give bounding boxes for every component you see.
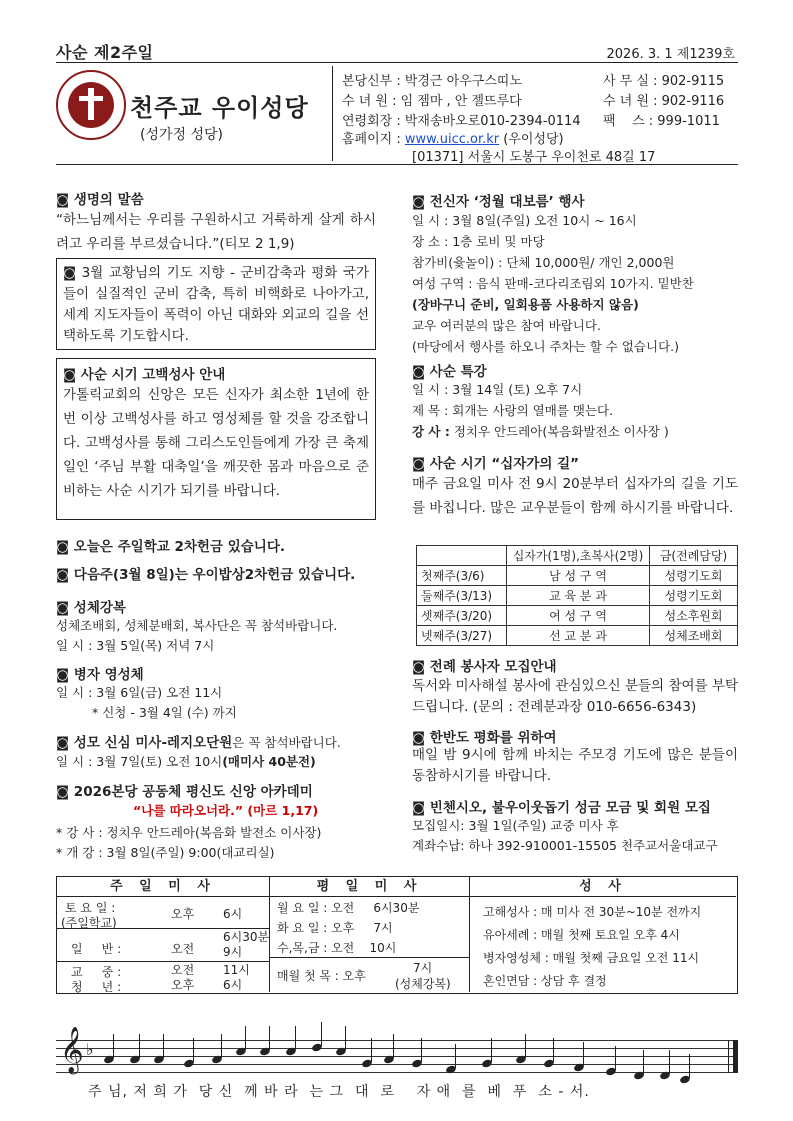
volunteer-text: 독서와 미사해설 봉사에 관심있으신 분들의 참여를 부탁드립니다. (문의 : 전례분과장 010-6656-6343) bbox=[412, 678, 738, 715]
mary-heading bbox=[56, 731, 341, 753]
sacrament-item: 혼인면담 : 상담 후 결정 bbox=[483, 974, 607, 988]
sunday-ampm: 오후 bbox=[171, 978, 195, 992]
note-stem bbox=[321, 1022, 322, 1046]
note-stem bbox=[393, 1034, 394, 1058]
note-stem bbox=[553, 1038, 554, 1062]
table-header-cell: 십자가(1명),초복사(2명) bbox=[507, 546, 650, 566]
sacrament-item: 고해성사 : 매 미사 전 30분~10분 전까지 bbox=[483, 905, 702, 919]
lecture-text-2: 일 시 : 3월 5일(목) 저녁 7시 bbox=[56, 638, 215, 653]
note-stem bbox=[643, 1050, 644, 1074]
academy-quote: “나를 따라오너라.” (마르 1,17) bbox=[133, 803, 319, 818]
table-cell: 선 교 분 과 bbox=[507, 626, 650, 646]
first-thursday-note: (성체강복) bbox=[395, 977, 451, 991]
sunday-ampm: 오후 bbox=[171, 907, 195, 921]
market-line-2: 장 소 : 1층 로비 및 마당 bbox=[412, 234, 545, 249]
word-text: “하느님께서는 우리를 구원하시고 거룩하게 살게 하시려고 우리를 부르셨습니다.”(티모 2 1,9) bbox=[56, 212, 376, 252]
note-stem bbox=[139, 1034, 140, 1058]
issue-number: 2026. 3. 1 제1239호 bbox=[606, 47, 735, 62]
market-line-1: 일 시 : 3월 8일(주일) 오전 10시 ~ 16시 bbox=[412, 213, 637, 228]
address: [01371] 서울시 도봉구 우이천로 48길 17 bbox=[412, 150, 656, 165]
market-line-3: 참가비(윷놀이) : 단체 10,000원/ 개인 2,000원 bbox=[412, 255, 675, 270]
table-cell: 성소후원회 bbox=[650, 606, 738, 626]
sunday-ampm: 오전 bbox=[171, 942, 195, 956]
lecture-text-1: 성체조배회, 성체분배회, 복사단은 꼭 참석바랍니다. bbox=[56, 618, 338, 633]
note-stem bbox=[193, 1038, 194, 1062]
sunday-row: 일 반 : bbox=[71, 942, 122, 956]
sunday-time: 6시 bbox=[223, 907, 243, 921]
note-stem bbox=[689, 1054, 690, 1078]
market-title: ◙ 전신자 ‘정월 대보름’ 행사 bbox=[412, 194, 585, 210]
table-cell: 남 성 구 역 bbox=[507, 566, 650, 586]
homepage-info bbox=[342, 128, 564, 147]
hymn-lyrics: 주 님, 저 희 가 당 신 께 바 라 는 그 대 로 자 애 를 베 푸 소 - 서. bbox=[88, 1084, 590, 1100]
special-line-2: 제 목 : 회개는 사랑의 열매를 맺는다. bbox=[412, 403, 614, 418]
sacrament-head: 성 사 bbox=[469, 877, 736, 897]
confession-box bbox=[56, 358, 376, 520]
church-subtitle: (성가정 성당) bbox=[140, 127, 223, 143]
sunday-row: 교 중 : bbox=[71, 965, 122, 979]
mary-text: 일 시 : 3월 7일(토) 오전 10시 bbox=[56, 754, 223, 769]
table-header-cell: 금(전례담당) bbox=[650, 546, 738, 566]
note-stem bbox=[491, 1038, 492, 1062]
sunday-row: 청 년 : bbox=[71, 980, 122, 994]
treble-clef-icon: 𝄞 bbox=[60, 1027, 84, 1073]
sunday-mass-head: 주 일 미 사 bbox=[57, 877, 269, 897]
table-cell: 셋째주(3/20) bbox=[417, 606, 507, 626]
table-cell: 교 육 분 과 bbox=[507, 586, 650, 606]
mary-title: ◙ 성모 신심 미사-레지오단원 bbox=[56, 735, 233, 751]
academy-lecturer: * 강 사 : 정치우 안드레아(복음화 발전소 이사장) bbox=[56, 825, 322, 840]
note-stem bbox=[421, 1038, 422, 1062]
weekday-row: 수,목,금 : 오전 10시 bbox=[277, 941, 397, 955]
table-row bbox=[417, 566, 738, 586]
table-header-cell bbox=[417, 546, 507, 566]
season-title: 사순 제2주일 bbox=[56, 43, 154, 62]
note-stem bbox=[221, 1034, 222, 1058]
table-row bbox=[417, 586, 738, 606]
header-bottom-rule bbox=[56, 164, 738, 165]
confession-text: 가톨릭교회의 신앙은 모든 신자가 최소한 1년에 한 번 이상 고백성사를 하고 영성체를 할 것을 강조합니다. 고백성사를 통해 그리스도인들에게 가장 큰 축제일인 ‘주님 부활 대축일’을 깨끗한 몸과 마음으로 준비하는 사순 시기가 되기를 바랍니다. bbox=[63, 387, 369, 499]
cross-text: 매주 금요일 미사 전 9시 20분부터 십자가의 길을 기도를 바칩니다. 많은 교우분들이 함께 하시기를 바랍니다. bbox=[412, 476, 738, 516]
peace-title: ◙ 한반도 평화를 위하여 bbox=[412, 730, 557, 746]
word-title: ◙ 생명의 말씀 bbox=[56, 192, 144, 208]
note-stem bbox=[583, 1042, 584, 1066]
market-lines bbox=[412, 210, 738, 357]
weekday-row: 화 요 일 : 오후 7시 bbox=[277, 921, 393, 935]
sunday-time: 11시 bbox=[223, 963, 250, 977]
homepage-name: (우이성당) bbox=[499, 132, 564, 147]
offering-notice-2: ◙ 다음주(3월 8일)는 우이밥상2차헌금 있습니다. bbox=[56, 567, 356, 583]
table-cell: 성령기도회 bbox=[650, 566, 738, 586]
volunteer-title: ◙ 전례 봉사자 모집안내 bbox=[412, 659, 557, 675]
table-header-row bbox=[417, 546, 738, 566]
special-lines bbox=[412, 379, 738, 442]
mass-schedule-table bbox=[56, 876, 738, 994]
special-line-3-text: 정치우 안드레아(복음화발전소 이사장 ) bbox=[449, 424, 669, 439]
flat-icon: ♭ bbox=[86, 1040, 94, 1059]
first-thursday: 매월 첫 목 : 오후 bbox=[277, 969, 366, 983]
sunday-time: 6시30분 9시 bbox=[223, 930, 270, 959]
fax: 팩 스 : 999-1011 bbox=[603, 114, 720, 129]
sunday-row-sub: (주일학교) bbox=[61, 916, 117, 930]
sister-info: 수 녀 원 : 임 젬마 , 안 젤뜨루다 bbox=[342, 94, 522, 109]
header-rule bbox=[56, 62, 738, 63]
table-cell: 성령기도회 bbox=[650, 586, 738, 606]
sick-text-2: * 신청 - 3월 4일 (수) 까지 bbox=[92, 705, 237, 720]
weekday-mass-head: 평 일 미 사 bbox=[269, 877, 469, 897]
homepage-label: 홈페이지 : bbox=[342, 132, 405, 147]
note-stem bbox=[371, 1038, 372, 1062]
note-stem bbox=[615, 1046, 616, 1070]
homepage-link[interactable]: www.uicc.or.kr bbox=[404, 132, 500, 147]
vincent-title: ◙ 빈첸시오, 불우이웃돕기 성금 모금 및 회원 모집 bbox=[412, 800, 711, 816]
sick-title: ◙ 병자 영성체 bbox=[56, 667, 144, 683]
table-row bbox=[417, 606, 738, 626]
note-stem bbox=[245, 1026, 246, 1050]
market-tail-1: 교우 여러분의 많은 참여 바랍니다. bbox=[412, 318, 601, 333]
table-cell: 성체조배회 bbox=[650, 626, 738, 646]
office-tel: 사 무 실 : 902-9115 bbox=[603, 74, 725, 89]
vincent-line-1: 모집일시: 3월 1일(주일) 교중 미사 후 bbox=[412, 818, 619, 833]
sister-tel: 수 녀 원 : 902-9116 bbox=[603, 94, 725, 109]
sacrament-item: 유아세례 : 매월 첫째 토요일 오후 4시 bbox=[483, 928, 680, 942]
academy-title: ◙ 2026본당 공동체 평신도 신앙 아카데미 bbox=[56, 784, 313, 800]
mary-bold: (매미사 40분전) bbox=[222, 754, 316, 769]
special-line-3 bbox=[412, 421, 738, 442]
table-cell: 둘째주(3/13) bbox=[417, 586, 507, 606]
market-tail-2: (마당에서 행사를 하오니 주차는 할 수 없습니다.) bbox=[412, 339, 679, 354]
special-line-3-label: 강 사 : bbox=[412, 424, 450, 439]
table-cell: 여 성 구 역 bbox=[507, 606, 650, 626]
note-stem bbox=[163, 1034, 164, 1058]
note-stem bbox=[295, 1026, 296, 1050]
note-stem bbox=[269, 1026, 270, 1050]
mary-line bbox=[56, 751, 316, 772]
academy-open: * 개 강 : 3월 8일(주일) 9:00(대교리실) bbox=[56, 845, 275, 860]
sunday-time: 6시 bbox=[223, 978, 243, 992]
confession-title: ◙ 사순 시기 고백성사 안내 bbox=[63, 367, 226, 383]
offering-notice-1: ◙ 오늘은 주일학교 2차헌금 있습니다. bbox=[56, 539, 285, 555]
table-cell: 넷째주(3/27) bbox=[417, 626, 507, 646]
note-stem bbox=[345, 1026, 346, 1050]
special-title: ◙ 사순 특강 bbox=[412, 364, 487, 380]
mary-title-rest: 은 꼭 참석바랍니다. bbox=[232, 735, 341, 750]
note-stem bbox=[455, 1044, 456, 1068]
note-stem bbox=[525, 1034, 526, 1058]
pastor-info: 본당신부 : 박경근 아우구스띠노 bbox=[342, 74, 523, 89]
table-cell: 첫째주(3/6) bbox=[417, 566, 507, 586]
table-row bbox=[417, 626, 738, 646]
sacrament-item: 병자영성체 : 매월 첫째 금요일 오전 11시 bbox=[483, 951, 700, 965]
note-stem bbox=[113, 1034, 114, 1058]
sick-text-1: 일 시 : 3월 6일(금) 오전 11시 bbox=[56, 685, 223, 700]
market-line-4: 여성 구역 : 음식 판매-코다리조림외 10가지. 밑반찬 bbox=[412, 276, 694, 291]
first-thursday-time: 7시 bbox=[413, 961, 433, 975]
sunday-ampm: 오전 bbox=[171, 963, 195, 977]
sunday-row: 토 요 일 : bbox=[65, 901, 116, 915]
cross-schedule-table bbox=[416, 545, 738, 646]
church-name: 천주교 우이성당 bbox=[130, 94, 309, 122]
weekday-row: 월 요 일 : 오전 6시30분 bbox=[277, 901, 420, 915]
cross-title: ◙ 사순 시기 “십자가의 길” bbox=[412, 456, 580, 472]
prayer-box: ◙ 3월 교황님의 기도 지향 - 군비감축과 평화 국가들이 실질적인 군비 감축, 특히 비핵화로 나아가고, 세계 지도자들이 폭력이 아닌 대화와 외교의 길을 선택하도록 기도합시다. bbox=[56, 258, 376, 350]
lecture-title: ◙ 성체강복 bbox=[56, 600, 126, 616]
market-bold: (장바구니 준비, 일회용품 사용하지 않음) bbox=[412, 297, 639, 312]
vincent-line-2: 계좌수납: 하나 392-910001-15505 천주교서울대교구 bbox=[412, 838, 718, 853]
note-stem bbox=[669, 1050, 670, 1074]
church-logo bbox=[56, 70, 126, 140]
header-divider bbox=[332, 66, 333, 161]
council-info: 연령회장 : 박재송바오로010-2394-0114 bbox=[342, 114, 581, 129]
special-line-1: 일 시 : 3월 14일 (토) 오후 7시 bbox=[412, 382, 583, 397]
peace-text: 매일 밤 9시에 함께 바치는 주모경 기도에 많은 분들이 동참하시기를 바랍니다. bbox=[412, 747, 738, 784]
